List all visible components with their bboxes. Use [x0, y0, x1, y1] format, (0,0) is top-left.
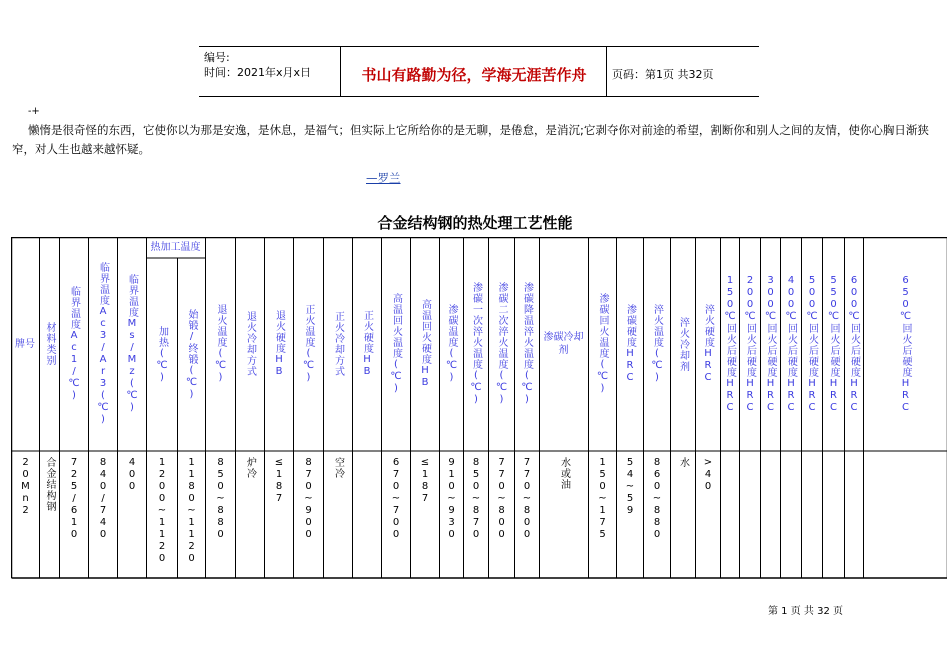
- header-left: [204, 50, 311, 80]
- column-header: [463, 237, 488, 451]
- table-cell-value: 1200~1120: [156, 457, 168, 565]
- column-header-label: 退火硬度HB: [273, 310, 285, 378]
- column-header: [720, 237, 739, 451]
- column-header-label: 临界温度Ms/Mz(℃): [126, 274, 138, 414]
- column-header: [844, 237, 863, 451]
- heat-treatment-table: [11, 237, 947, 579]
- table-cell: [760, 451, 780, 578]
- column-header-label: 650℃回火后硬度HRC: [900, 274, 911, 414]
- column-header: [205, 237, 235, 451]
- column-header-label: 淬火冷却剂: [677, 316, 689, 372]
- table-cell-value: 840/740: [97, 457, 109, 541]
- table-cell-value: 20Mn2: [20, 457, 31, 517]
- table-cell: [146, 451, 177, 578]
- column-header: [739, 237, 760, 451]
- table-cell: [39, 451, 59, 578]
- table-cell: [643, 451, 670, 578]
- column-header: [117, 237, 146, 451]
- header-motto: 书山有路勤为径，学海无涯苦作舟: [361, 66, 587, 84]
- column-header-label: 退火温度(℃): [215, 304, 226, 384]
- column-header-label: 渗碳一次淬火温度(℃): [470, 282, 482, 406]
- column-header: [293, 237, 323, 451]
- table-cell-value: 400: [126, 457, 138, 493]
- table-cell: [177, 451, 205, 578]
- column-header-label: 150℃回火后硬度HRC: [724, 274, 736, 414]
- quote-paragraph: 懒惰是很奇怪的东西，它使你以为那是安逸，是休息，是福气；但实际上它所给你的是无聊，是倦怠，是消沉;它剥夺你对前途的希望，割断你和别人之间的友情，使你心胸日渐狭窄，对人生也越来越怀疑。: [12, 123, 929, 156]
- column-header: [39, 237, 59, 451]
- table-cell-value: 850~870: [470, 457, 482, 541]
- table-cell: [117, 451, 146, 578]
- page-footer: 第 1 页 共 32 页: [768, 606, 843, 617]
- table-cell: [616, 451, 643, 578]
- column-header-label: 临界温度Ac3/Ar3(℃): [97, 262, 109, 426]
- table-cell-value: 水或油: [558, 457, 570, 490]
- column-header: [588, 237, 616, 451]
- column-header: [863, 237, 947, 451]
- column-header-label: 200℃回火后硬度HRC: [744, 274, 756, 414]
- table-cell: [352, 451, 381, 578]
- column-header: [11, 237, 39, 451]
- column-header: [381, 237, 410, 451]
- table-cell: [205, 451, 235, 578]
- table-cell-value: >40: [702, 457, 714, 493]
- table-cell: [739, 451, 760, 578]
- table-cell: [264, 451, 293, 578]
- column-header: [780, 237, 801, 451]
- column-header: [264, 237, 293, 451]
- column-header-label: 牌号: [15, 338, 35, 350]
- table-cell: [235, 451, 264, 578]
- table-cell-value: 910~930: [446, 457, 457, 541]
- column-header-label: 始锻/终锻(℃): [186, 308, 197, 401]
- column-header: [235, 237, 264, 451]
- column-header: [695, 237, 720, 451]
- column-header-label: 600℃回火后硬度HRC: [848, 274, 860, 414]
- table-cell-value: 670~700: [390, 457, 402, 541]
- column-header-label: 渗碳硬度HRC: [624, 304, 636, 384]
- table-cell: [88, 451, 117, 578]
- column-header: [352, 237, 381, 451]
- table-cell: [588, 451, 616, 578]
- column-header-label: 材料类别: [44, 322, 55, 366]
- column-header: [539, 237, 588, 451]
- column-header-label: 300℃回火后硬度HRC: [765, 274, 776, 414]
- group-header-hot-working: [146, 237, 205, 258]
- header-divider: [340, 46, 341, 96]
- column-header: [88, 237, 117, 451]
- column-header-label: 正火冷却方式: [332, 311, 344, 377]
- table-cell-value: 860~880: [651, 457, 663, 541]
- column-header: [323, 237, 352, 451]
- column-header-label: 渗碳冷却剂: [543, 332, 584, 356]
- column-header-label: 退火冷却方式: [244, 311, 256, 377]
- table-cell-value: 770~800: [521, 457, 533, 541]
- column-header: [439, 237, 463, 451]
- table-cell: [463, 451, 488, 578]
- column-header: [146, 258, 177, 451]
- column-header-label: 渗碳回火温度(℃): [597, 293, 608, 395]
- table-cell: [695, 451, 720, 578]
- table-cell: [323, 451, 352, 578]
- table-cell-value: 150~175: [597, 457, 608, 541]
- column-header-label: 临界温度Ac1/℃): [68, 286, 80, 402]
- table-cell: [439, 451, 463, 578]
- quote-author-link[interactable]: —罗兰: [366, 171, 401, 185]
- table-cell: [381, 451, 410, 578]
- table-cell: [780, 451, 801, 578]
- column-header-label: 正火温度(℃): [303, 304, 314, 384]
- column-header-label: 淬火硬度HRC: [702, 304, 714, 384]
- table-cell-value: 水: [677, 457, 689, 468]
- column-header-label: 渗碳降温淬火温度(℃): [521, 282, 533, 406]
- table-cell: [822, 451, 844, 578]
- column-header: [760, 237, 780, 451]
- table-cell-value: 54~59: [624, 457, 636, 517]
- doc-date: 时间：2021年x月x日: [204, 66, 312, 79]
- column-header: [801, 237, 822, 451]
- table-cell-value: 770~800: [496, 457, 507, 541]
- table-cell-value: 炉冷: [244, 457, 256, 479]
- table-cell: [801, 451, 822, 578]
- group-header-label: 热加工温度: [150, 242, 201, 253]
- table-cell: [11, 451, 39, 578]
- header-top-rule: [199, 46, 759, 47]
- table-cell: [59, 451, 88, 578]
- column-header-label: 淬火温度(℃): [651, 304, 663, 384]
- doc-number-label: 编号:: [204, 51, 230, 64]
- table-cell: [410, 451, 439, 578]
- table-cell-value: 合金结构钢: [44, 457, 55, 512]
- table-cell: [863, 451, 947, 578]
- column-header-label: 渗碳温度(℃): [446, 304, 457, 384]
- column-header: [514, 237, 539, 451]
- table-cell-value: ≤187: [419, 457, 431, 505]
- table-cell: [720, 451, 739, 578]
- table-cell: [488, 451, 514, 578]
- column-header: [177, 258, 205, 451]
- column-header: [410, 237, 439, 451]
- column-header-label: 400℃回火后硬度HRC: [785, 274, 797, 414]
- column-header: [670, 237, 695, 451]
- column-header: [616, 237, 643, 451]
- edit-mark: -+: [28, 106, 40, 117]
- column-header-label: 550℃回火后硬度HRC: [828, 274, 839, 414]
- table-cell-value: 空冷: [332, 457, 344, 479]
- column-header-label: 高温回火硬度HB: [419, 299, 431, 389]
- column-header: [822, 237, 844, 451]
- column-header-label: 加热(℃): [156, 325, 168, 384]
- table-cell: [670, 451, 695, 578]
- table-cell: [293, 451, 323, 578]
- table-cell-value: ≤187: [273, 457, 285, 505]
- header-divider: [606, 46, 607, 96]
- column-header-label: 500℃回火后硬度HRC: [806, 274, 818, 414]
- table-cell: [514, 451, 539, 578]
- column-header-label: 正火硬度HB: [361, 310, 373, 378]
- header-page-number: 页码：第1页 共32页: [612, 68, 714, 81]
- column-header: [643, 237, 670, 451]
- column-header: [488, 237, 514, 451]
- table-cell-value: 725/610: [68, 457, 80, 541]
- table-cell: [539, 451, 588, 578]
- table-title: 合金结构钢的热处理工艺性能: [377, 214, 573, 232]
- table-cell-value: 850~880: [215, 457, 226, 541]
- column-header-label: 渗碳二次淬火温度(℃): [496, 282, 507, 406]
- header-bottom-rule: [199, 96, 759, 97]
- column-header-label: 高温回火温度(℃): [390, 293, 402, 395]
- table-cell: [844, 451, 863, 578]
- column-header: [59, 237, 88, 451]
- table-cell-value: 870~900: [303, 457, 314, 541]
- table-cell-value: 1180~1120: [186, 457, 197, 565]
